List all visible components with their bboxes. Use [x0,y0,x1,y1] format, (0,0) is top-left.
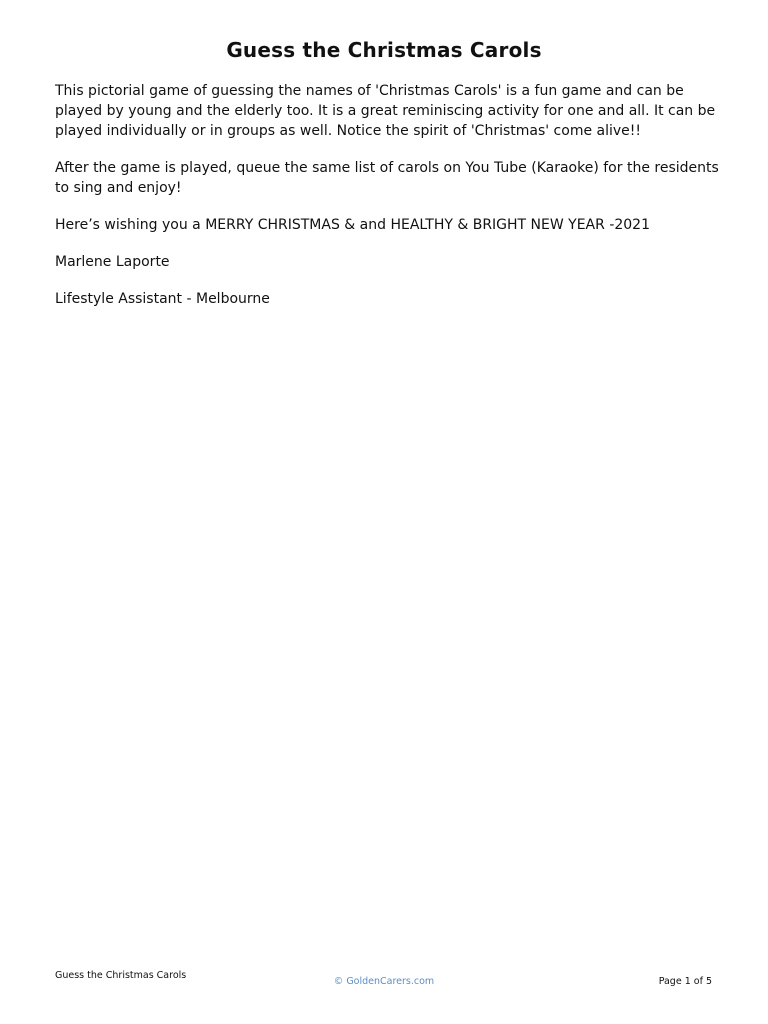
author-name: Marlene Laporte [55,254,170,270]
greeting-paragraph: Here’s wishing you a MERRY CHRISTMAS & and HEALTHY & BRIGHT NEW YEAR -2021 [55,217,650,233]
footer-site [0,976,768,987]
intro-paragraph: This pictorial game of guessing the names of 'Christmas Carols' is a fun game and can be played by young and the elderly too. It is a great reminiscing activity for one and all. It can be played individually or in groups as well. Notice the spirit of 'Christmas' come alive!! [55,83,716,139]
footer-document-title: Guess the Christmas Carols [55,970,187,981]
instructions-paragraph: After the game is played, queue the same list of carols on You Tube (Karaoke) for the residents to sing and enjoy! [55,160,719,196]
footer-page-number: Page 1 of 5 [658,976,712,987]
document-body [55,81,720,326]
author-role: Lifestyle Assistant - Melbourne [55,291,270,307]
page-title: Guess the Christmas Carols [226,38,542,62]
footer-site-link[interactable]: © GoldenCarers.com [333,976,435,987]
